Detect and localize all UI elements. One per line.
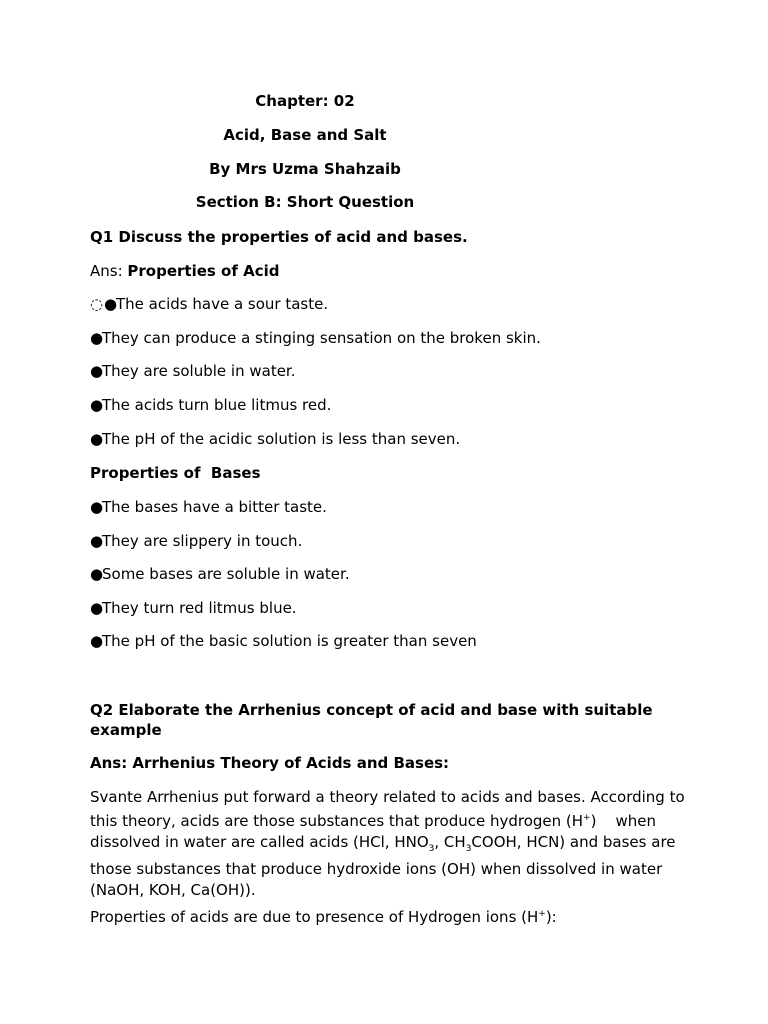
chapter-heading: Chapter: 02 bbox=[255, 92, 355, 110]
bullet-icon: ● bbox=[90, 498, 104, 516]
bullet-icon: ● bbox=[90, 362, 104, 380]
placeholder-mark-icon: ◌ bbox=[90, 295, 104, 313]
bullet-icon: ● bbox=[90, 565, 104, 583]
acid-property-text: They can produce a stinging sensation on the broken skin. bbox=[102, 329, 541, 347]
list-item bbox=[90, 429, 460, 449]
list-item bbox=[90, 598, 297, 618]
list-item bbox=[90, 395, 331, 415]
list-item bbox=[90, 564, 350, 584]
list-item bbox=[90, 294, 328, 314]
acid-property-text: The acids turn blue litmus red. bbox=[102, 396, 332, 414]
bullet-icon: ● bbox=[90, 396, 104, 414]
bullet-icon: ● bbox=[90, 532, 104, 550]
answer-prefix: Ans: bbox=[90, 262, 128, 280]
base-property-text: They turn red litmus blue. bbox=[102, 599, 297, 617]
acid-properties-heading: Properties of Acid bbox=[127, 262, 280, 280]
answer-1-heading bbox=[90, 261, 279, 281]
list-item bbox=[90, 531, 302, 551]
bullet-icon: ● bbox=[90, 329, 104, 347]
question-2-line-2: example bbox=[90, 721, 162, 739]
base-properties-heading: Properties of Bases bbox=[90, 464, 261, 482]
acid-properties-intro: Properties of acids are due to presence of Hydrogen ions (H+): bbox=[90, 908, 557, 926]
acid-property-text: The pH of the acidic solution is less than seven. bbox=[102, 430, 461, 448]
acid-property-text: The acids have a sour taste. bbox=[116, 295, 329, 313]
base-property-text: The bases have a bitter taste. bbox=[102, 498, 327, 516]
bullet-icon: ● bbox=[90, 632, 104, 650]
list-item bbox=[90, 497, 327, 517]
bullet-icon: ● bbox=[90, 599, 104, 617]
arrhenius-paragraph: Svante Arrhenius put forward a theory related to acids and bases. According to this theory, acids are those substances that produce hydrogen (H+) when dissolved in water are called acids (HCl, $HNO_3$, $CH_3COOH$, HCN) and bases are those substances that produce hydroxide ions (OH) when dissolved in water (NaOH, KOH, Ca(OH)). bbox=[90, 788, 690, 900]
author-line: By Mrs Uzma Shahzaib bbox=[209, 160, 401, 178]
list-item bbox=[90, 631, 477, 651]
question-1: Q1 Discuss the properties of acid and bases. bbox=[90, 228, 468, 246]
bullet-icon: ● bbox=[104, 295, 118, 313]
document-title: Acid, Base and Salt bbox=[223, 126, 387, 144]
question-2-line-1: Q2 Elaborate the Arrhenius concept of acid and base with suitable bbox=[90, 701, 653, 719]
acid-property-text: They are soluble in water. bbox=[102, 362, 296, 380]
section-heading: Section B: Short Question bbox=[195, 193, 415, 211]
answer-2-heading: Ans: Arrhenius Theory of Acids and Bases: bbox=[90, 754, 450, 772]
list-item bbox=[90, 328, 541, 348]
bullet-icon: ● bbox=[90, 430, 104, 448]
base-property-text: The pH of the basic solution is greater than seven bbox=[102, 632, 477, 650]
list-item bbox=[90, 361, 296, 381]
base-property-text: They are slippery in touch. bbox=[102, 532, 303, 550]
base-property-text: Some bases are soluble in water. bbox=[102, 565, 350, 583]
